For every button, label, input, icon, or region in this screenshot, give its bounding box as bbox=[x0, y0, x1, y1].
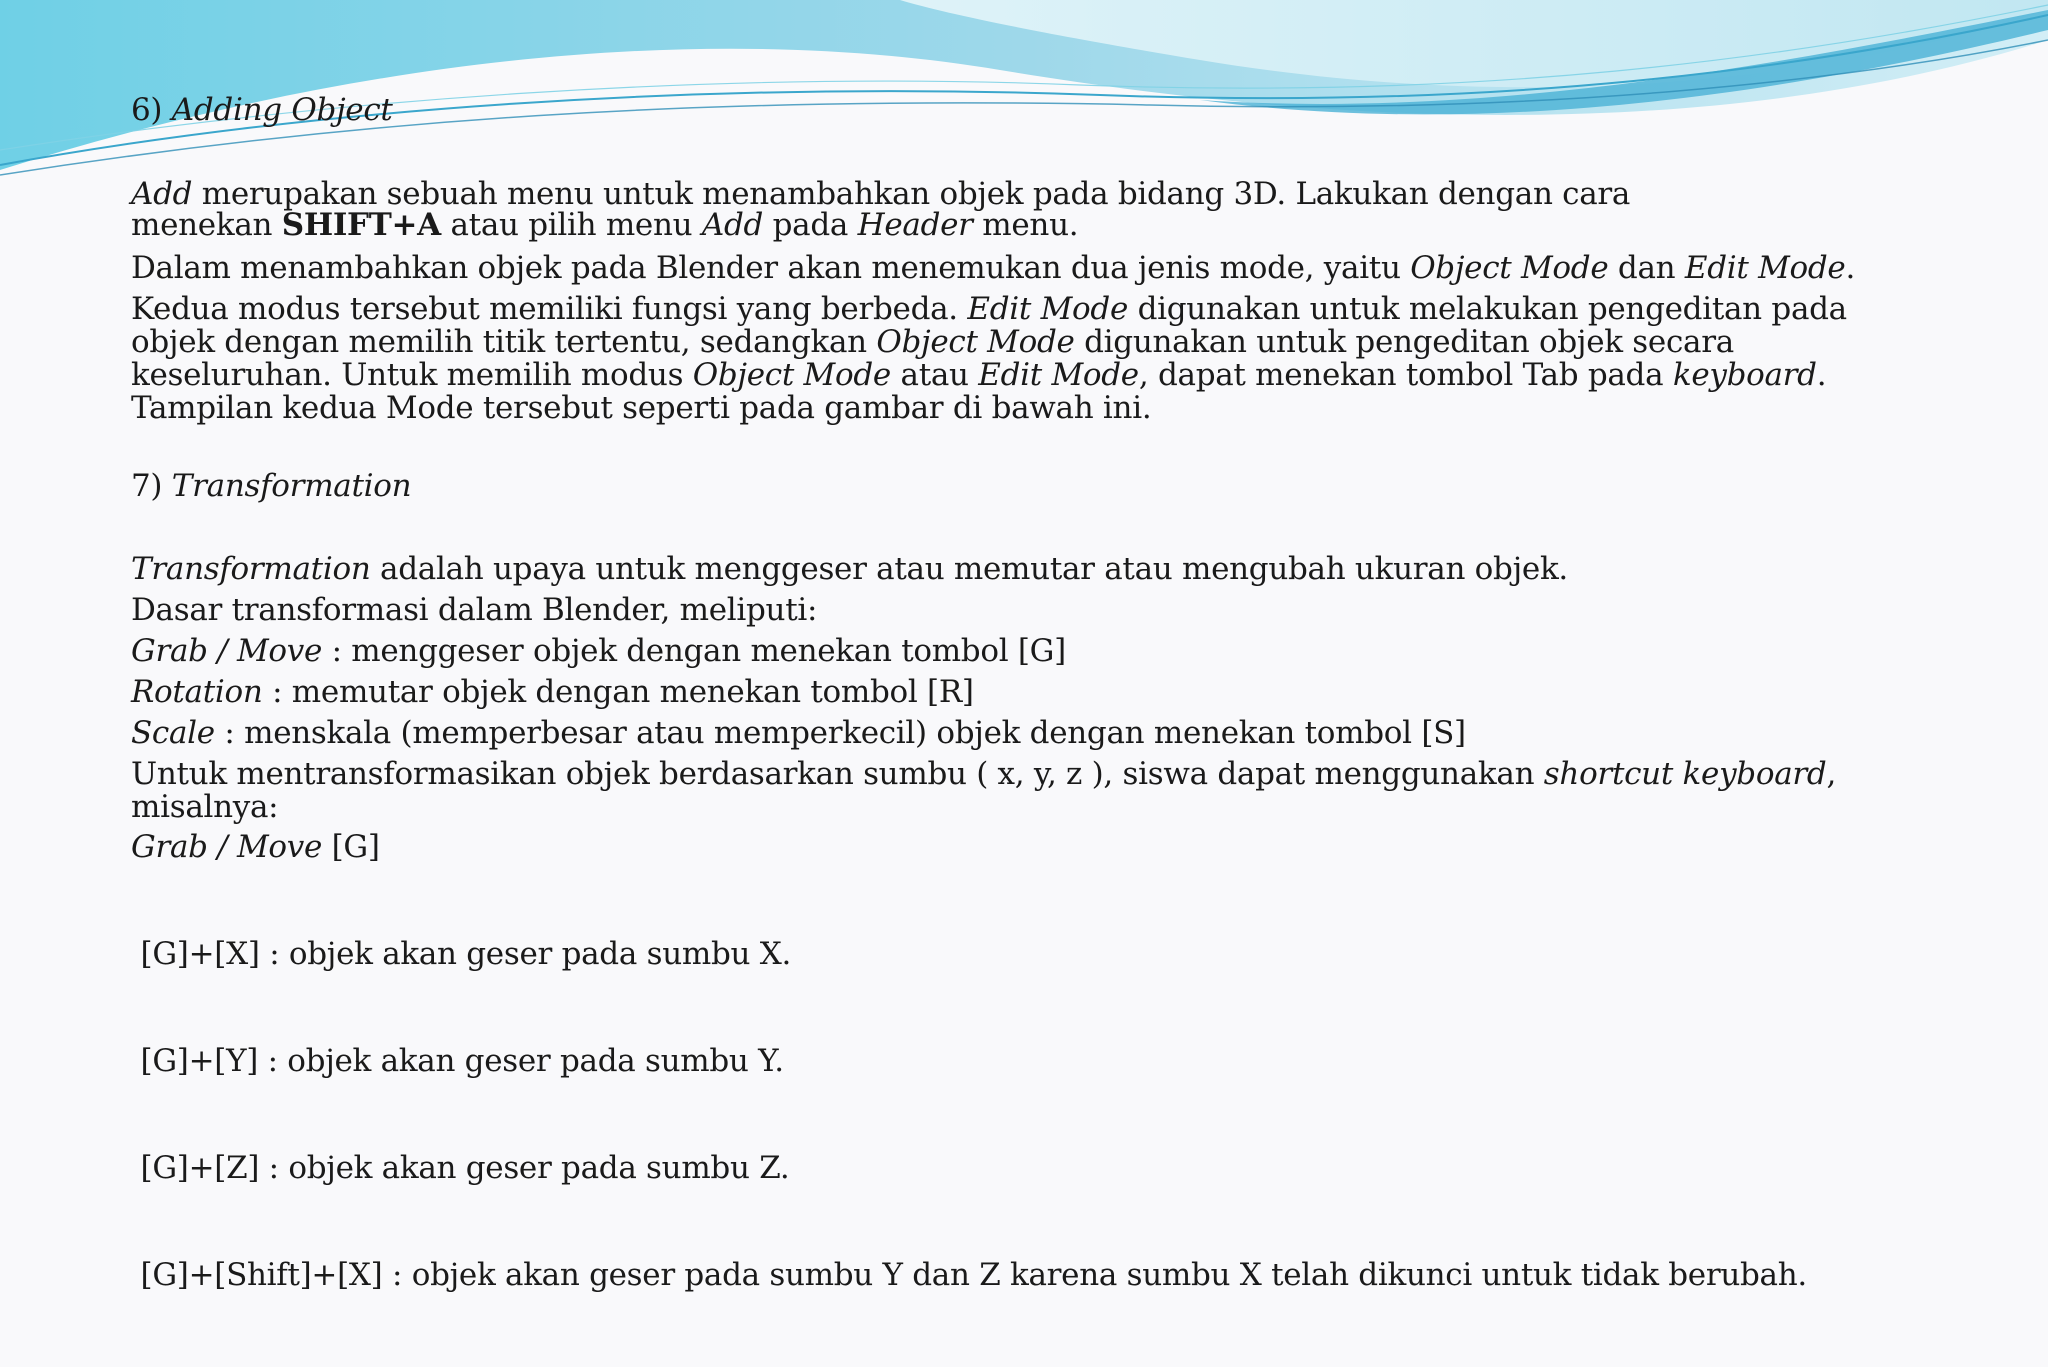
axis-shortcut-paragraph: Untuk mentransformasikan objek berdasarkan sumbu ( x, y, z ), siswa dapat menggunakan shortcut keyboard, misalnya: bbox=[131, 756, 1837, 825]
section-6-paragraph-1: Add merupakan sebuah menu untuk menambahkan objek pada bidang 3D. Lakukan dengan cara menekan SHIFT+A atau pilih menu Add pada Header menu. bbox=[131, 176, 1631, 243]
section-7-paragraph-1: Transformation adalah upaya untuk menggeser atau memutar atau mengubah ukuran objek. bbox=[131, 551, 1568, 587]
section-7-paragraph-2: Dasar transformasi dalam Blender, meliputi: bbox=[131, 592, 818, 628]
shortcut-item: [G]+[Y] : objek akan geser pada sumbu Y. bbox=[131, 1043, 784, 1079]
section-6-paragraph-3: Kedua modus tersebut memiliki fungsi yang berbeda. Edit Mode digunakan untuk melakukan pengeditan pada objek dengan memilih titik tertentu, sedangkan Object Mode digunakan untuk pengeditan objek secara keseluruhan. Untuk memilih modus Object Mode atau Edit Mode, dapat menekan tombol Tab pada keyboard. Tampilan kedua Mode tersebut seperti pada gambar di bawah ini. bbox=[131, 291, 1847, 426]
shortcut-item: [G]+[X] : objek akan geser pada sumbu X. bbox=[131, 936, 792, 972]
section-6-heading: 6) Adding Object bbox=[131, 92, 393, 128]
grab-move-line: Grab / Move : menggeser objek dengan menekan tombol [G] bbox=[131, 633, 1066, 669]
shortcut-item: [G]+[Z] : objek akan geser pada sumbu Z. bbox=[131, 1150, 790, 1186]
scale-line: Scale : menskala (memperbesar atau memperkecil) objek dengan menekan tombol [S] bbox=[131, 715, 1466, 751]
section-7-heading: 7) Transformation bbox=[131, 468, 412, 504]
shortcut-list bbox=[131, 872, 1807, 1366]
rotation-line: Rotation : memutar objek dengan menekan tombol [R] bbox=[131, 674, 974, 710]
grab-move-shortcut-heading: Grab / Move [G] bbox=[131, 829, 380, 865]
shortcut-item: [G]+[Shift]+[X] : objek akan geser pada sumbu Y dan Z karena sumbu X telah dikunci untuk tidak berubah. bbox=[131, 1257, 1807, 1293]
section-6-paragraph-2: Dalam menambahkan objek pada Blender akan menemukan dua jenis mode, yaitu Object Mode dan Edit Mode. bbox=[131, 250, 1856, 286]
